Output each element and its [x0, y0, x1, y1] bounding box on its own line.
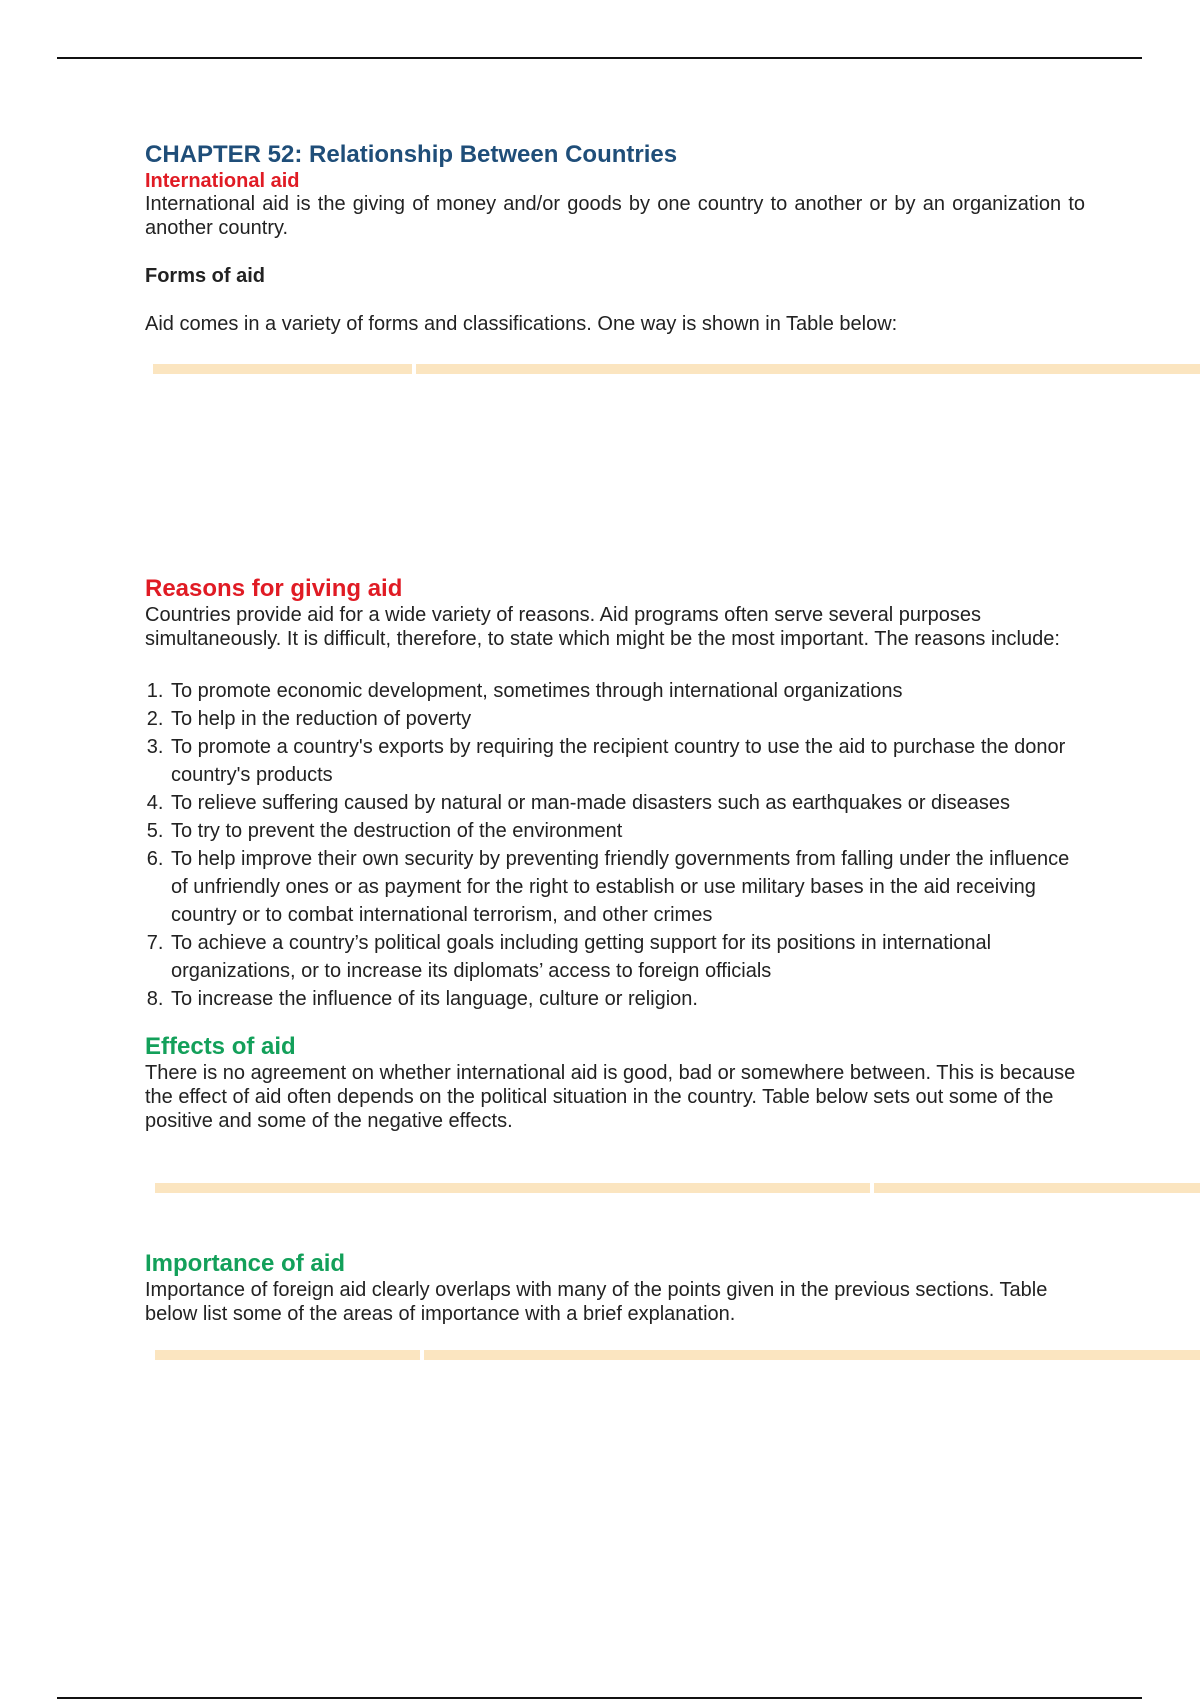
chapter-title: CHAPTER 52: Relationship Between Countries — [145, 141, 678, 168]
top-rule — [57, 57, 1142, 59]
international-aid-definition: International aid is the giving of money and/or goods by one country to another or by an organization to another country. — [145, 193, 1085, 239]
forms-of-aid-text: Aid comes in a variety of forms and classifications. One way is shown in Table below: — [145, 313, 898, 335]
table-strip-divider — [412, 364, 416, 374]
effects-table-strip — [155, 1183, 1200, 1193]
reasons-list — [145, 677, 1085, 1013]
importance-section — [145, 1250, 1085, 1326]
list-item: 8. To increase the influence of its language, culture or religion. — [169, 985, 1085, 1013]
importance-heading: Importance of aid — [145, 1250, 346, 1277]
reasons-section — [145, 575, 1085, 1133]
document-page — [145, 140, 1085, 336]
table-strip-divider — [420, 1350, 424, 1360]
reasons-heading: Reasons for giving aid — [145, 575, 403, 602]
effects-text: There is no agreement on whether international aid is good, bad or somewhere between. This is because the effect of aid often depends on the political situation in the country. Table below sets out some of the positive and some of the negative effects. — [145, 1062, 1076, 1132]
list-item: 1. To promote economic development, sometimes through international organizations — [169, 677, 1085, 705]
bottom-rule — [57, 1697, 1142, 1699]
forms-of-aid-heading: Forms of aid — [145, 265, 266, 287]
effects-heading: Effects of aid — [145, 1033, 296, 1060]
table-strip-divider — [870, 1183, 874, 1193]
list-item: 7. To achieve a country’s political goals including getting support for its positions in international organizations, or to increase its diplomats’ access to foreign officials — [169, 929, 1085, 985]
forms-table-strip — [153, 364, 1200, 374]
international-aid-heading: International aid — [145, 170, 300, 192]
list-item: 5. To try to prevent the destruction of the environment — [169, 817, 1085, 845]
list-item: 6. To help improve their own security by preventing friendly governments from falling under the influence of unfriendly ones or as payment for the right to establish or use military bases in the aid receiving country or to combat international terrorism, and other crimes — [169, 845, 1085, 929]
reasons-intro: Countries provide aid for a wide variety of reasons. Aid programs often serve several purposes simultaneously. It is difficult, therefore, to state which might be the most important. The reasons include: — [145, 604, 1060, 650]
list-item: 3. To promote a country's exports by requiring the recipient country to use the aid to purchase the donor country's products — [169, 733, 1085, 789]
importance-text: Importance of foreign aid clearly overlaps with many of the points given in the previous sections. Table below list some of the areas of importance with a brief explanation. — [145, 1279, 1048, 1325]
importance-table-strip — [155, 1350, 1200, 1360]
list-item: 4. To relieve suffering caused by natural or man-made disasters such as earthquakes or diseases — [169, 789, 1085, 817]
list-item: 2. To help in the reduction of poverty — [169, 705, 1085, 733]
